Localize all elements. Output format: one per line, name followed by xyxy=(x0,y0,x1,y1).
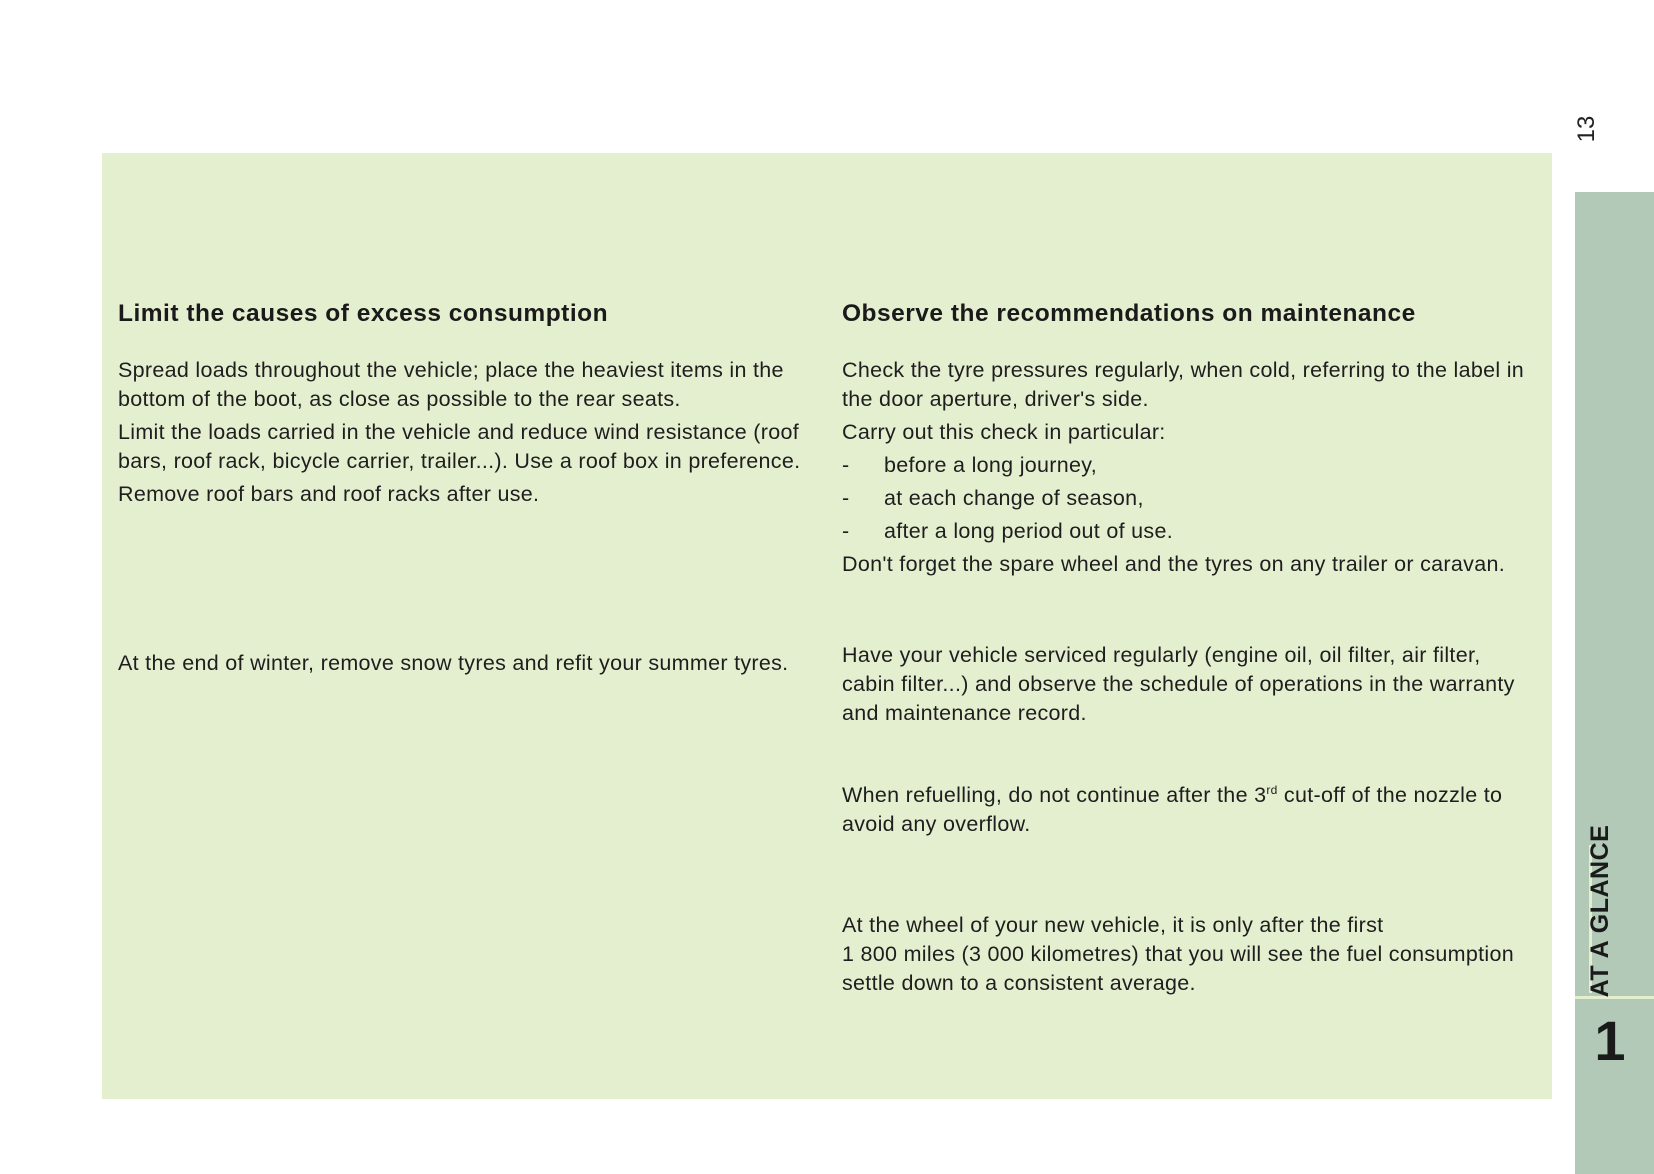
list-item xyxy=(842,451,1532,480)
running-in-line1: At the wheel of your new vehicle, it is only after the first xyxy=(842,913,1384,937)
left-paragraph-winter: At the end of winter, remove snow tyres and refit your summer tyres. xyxy=(118,651,789,675)
bullet-text: after a long period out of use. xyxy=(884,519,1173,543)
chapter-number: 1 xyxy=(1594,1009,1626,1072)
right-paragraph-refuelling xyxy=(842,781,1532,839)
right-paragraph-service: Have your vehicle serviced regularly (engine oil, oil filter, air filter, cabin filter...) and observe the schedule of operations in the warranty and maintenance record. xyxy=(842,643,1515,725)
left-paragraph-wind: Limit the loads carried in the vehicle and reduce wind resistance (roof bars, roof rack, bicycle carrier, trailer...). Use a roof box in preference. xyxy=(118,420,801,473)
left-paragraph-loads: Spread loads throughout the vehicle; place the heaviest items in the bottom of the boot, as close as possible to the rear seats. xyxy=(118,358,784,411)
bullet-marker: - xyxy=(842,453,850,477)
list-item xyxy=(842,484,1532,513)
right-paragraph-check: Carry out this check in particular: xyxy=(842,420,1166,444)
left-paragraph-roof-bars: Remove roof bars and roof racks after use. xyxy=(118,482,540,506)
right-heading: Observe the recommendations on maintenance xyxy=(842,300,1416,327)
right-paragraph-running-in xyxy=(842,911,1532,998)
right-paragraph-tyre-pressure: Check the tyre pressures regularly, when cold, referring to the label in the door aperture, driver's side. xyxy=(842,358,1525,411)
left-heading: Limit the causes of excess consumption xyxy=(118,300,609,327)
bullet-text: before a long journey, xyxy=(884,453,1097,477)
page-number: 13 xyxy=(1573,115,1600,143)
refuelling-text-end: cut-off of the nozzle to avoid any overflow. xyxy=(842,783,1503,836)
refuelling-ordinal: rd xyxy=(1266,783,1278,797)
refuelling-text-start: When refuelling, do not continue after the 3 xyxy=(842,783,1267,807)
bullet-marker: - xyxy=(842,486,850,510)
right-column xyxy=(842,300,1532,998)
bullet-text: at each change of season, xyxy=(884,486,1144,510)
bullet-marker: - xyxy=(842,519,850,543)
right-paragraph-spare-wheel: Don't forget the spare wheel and the tyres on any trailer or caravan. xyxy=(842,552,1505,576)
running-in-line2: 1 800 miles (3 000 kilometres) that you will see the fuel consumption settle down to a consistent average. xyxy=(842,942,1514,995)
list-item xyxy=(842,517,1532,546)
section-label: AT A GLANCE xyxy=(1586,824,1614,998)
left-column xyxy=(118,300,808,678)
